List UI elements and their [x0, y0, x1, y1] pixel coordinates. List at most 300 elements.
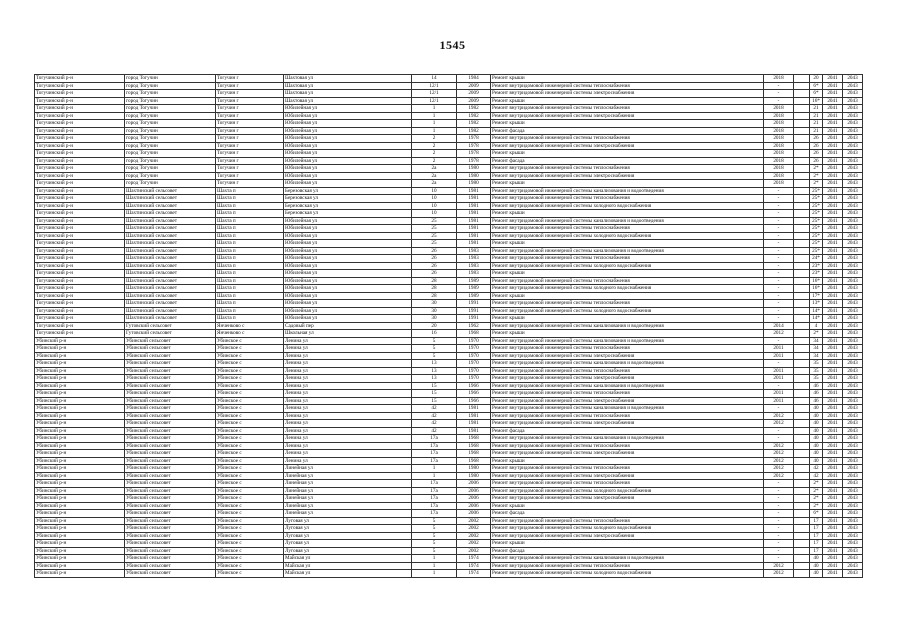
- period-end-cell: 2043: [843, 112, 863, 120]
- district-cell: Тогучинский р-н: [35, 262, 125, 270]
- street-cell: Шахтовая ул: [284, 75, 412, 83]
- work-plan-table: [34, 74, 863, 578]
- table-row: [35, 322, 863, 330]
- work-type-cell: Ремонт внутридомовой инженерной системы электроснабжения: [491, 450, 764, 458]
- period-end-cell: 2043: [843, 315, 863, 323]
- house-number-cell: 1: [412, 562, 457, 570]
- municipality-cell: город Тогучин: [125, 120, 216, 128]
- district-cell: Убинский р-н: [35, 472, 125, 480]
- year-built-cell: 1980: [457, 472, 491, 480]
- table-row: [35, 135, 863, 143]
- municipality-cell: город Тогучин: [125, 180, 216, 188]
- work-type-cell: Ремонт внутридомовой инженерной системы холодного водоснабжения: [491, 570, 764, 578]
- period-end-cell: 2043: [843, 307, 863, 315]
- year-built-cell: 1981: [457, 195, 491, 203]
- work-type-cell: Ремонт внутридомовой инженерной системы канализования и водоотведения: [491, 217, 764, 225]
- period-end-cell: 2043: [843, 120, 863, 128]
- period-start-cell: 2041: [823, 555, 843, 563]
- settlement-cell: Убинское с: [216, 472, 284, 480]
- wear-percent-cell: 26: [810, 142, 823, 150]
- period-end-cell: 2043: [843, 292, 863, 300]
- spacer-cell: [794, 202, 810, 210]
- municipality-cell: город Тогучин: [125, 97, 216, 105]
- period-start-cell: 2041: [823, 525, 843, 533]
- street-cell: Березовская ул: [284, 202, 412, 210]
- period-start-cell: 2041: [823, 180, 843, 188]
- spacer-cell: [794, 352, 810, 360]
- settlement-cell: Шахта п: [216, 225, 284, 233]
- street-cell: Ленина ул: [284, 405, 412, 413]
- street-cell: Луговая ул: [284, 517, 412, 525]
- last-repair-year-cell: 2011: [764, 375, 794, 383]
- street-cell: Юбилейная ул: [284, 142, 412, 150]
- last-repair-year-cell: 2018: [764, 150, 794, 158]
- wear-percent-cell: 2*: [810, 487, 823, 495]
- settlement-cell: Убинское с: [216, 562, 284, 570]
- municipality-cell: Убинский сельсовет: [125, 465, 216, 473]
- spacer-cell: [794, 525, 810, 533]
- table-row: [35, 532, 863, 540]
- work-type-cell: Ремонт крыши: [491, 120, 764, 128]
- period-end-cell: 2043: [843, 255, 863, 263]
- period-start-cell: 2041: [823, 262, 843, 270]
- district-cell: Тогучинский р-н: [35, 127, 125, 135]
- spacer-cell: [794, 292, 810, 300]
- table-row: [35, 315, 863, 323]
- year-built-cell: 1974: [457, 555, 491, 563]
- municipality-cell: Убинский сельсовет: [125, 435, 216, 443]
- table-row: [35, 405, 863, 413]
- spacer-cell: [794, 165, 810, 173]
- work-type-cell: Ремонт внутридомовой инженерной системы теплоснабжения: [491, 105, 764, 113]
- table-row: [35, 435, 863, 443]
- table-body: [35, 75, 863, 578]
- work-type-cell: Ремонт внутридомовой инженерной системы электроснабжения: [491, 532, 764, 540]
- settlement-cell: Шахта п: [216, 315, 284, 323]
- house-number-cell: 25: [412, 240, 457, 248]
- municipality-cell: Убинский сельсовет: [125, 390, 216, 398]
- settlement-cell: Убинское с: [216, 517, 284, 525]
- work-type-cell: Ремонт крыши: [491, 75, 764, 83]
- house-number-cell: 42: [412, 405, 457, 413]
- year-built-cell: 1983: [457, 247, 491, 255]
- settlement-cell: Шахта п: [216, 270, 284, 278]
- period-start-cell: 2041: [823, 472, 843, 480]
- settlement-cell: Шахта п: [216, 247, 284, 255]
- street-cell: Линейная ул: [284, 472, 412, 480]
- settlement-cell: Тогучин г: [216, 135, 284, 143]
- street-cell: Юбилейная ул: [284, 270, 412, 278]
- period-end-cell: 2043: [843, 135, 863, 143]
- work-type-cell: Ремонт внутридомовой инженерной системы теплоснабжения: [491, 300, 764, 308]
- house-number-cell: 10: [412, 187, 457, 195]
- period-end-cell: 2043: [843, 495, 863, 503]
- municipality-cell: Убинский сельсовет: [125, 352, 216, 360]
- spacer-cell: [794, 345, 810, 353]
- table-row: [35, 285, 863, 293]
- work-type-cell: Ремонт внутридомовой инженерной системы электроснабжения: [491, 420, 764, 428]
- district-cell: Убинский р-н: [35, 510, 125, 518]
- work-type-cell: Ремонт внутридомовой инженерной системы теплоснабжения: [491, 480, 764, 488]
- wear-percent-cell: 2*: [810, 502, 823, 510]
- year-built-cell: 1966: [457, 390, 491, 398]
- municipality-cell: Убинский сельсовет: [125, 570, 216, 578]
- table-row: [35, 82, 863, 90]
- municipality-cell: Убинский сельсовет: [125, 510, 216, 518]
- work-type-cell: Ремонт внутридомовой инженерной системы электроснабжения: [491, 397, 764, 405]
- work-type-cell: Ремонт внутридомовой инженерной системы канализования и водоотведения: [491, 360, 764, 368]
- settlement-cell: Убинское с: [216, 532, 284, 540]
- street-cell: Березовская ул: [284, 195, 412, 203]
- settlement-cell: Шахта п: [216, 195, 284, 203]
- district-cell: Тогучинский р-н: [35, 180, 125, 188]
- table-row: [35, 495, 863, 503]
- work-type-cell: Ремонт внутридомовой инженерной системы теплоснабжения: [491, 412, 764, 420]
- house-number-cell: 2: [412, 142, 457, 150]
- wear-percent-cell: 25*: [810, 202, 823, 210]
- house-number-cell: 2а: [412, 180, 457, 188]
- work-type-cell: Ремонт внутридомовой инженерной системы холодного водоснабжения: [491, 202, 764, 210]
- year-built-cell: 1982: [457, 127, 491, 135]
- district-cell: Убинский р-н: [35, 367, 125, 375]
- settlement-cell: Шахта п: [216, 232, 284, 240]
- table-row: [35, 345, 863, 353]
- settlement-cell: Убинское с: [216, 570, 284, 578]
- table-row: [35, 142, 863, 150]
- settlement-cell: Тогучин г: [216, 127, 284, 135]
- municipality-cell: Шахтинский сельсовет: [125, 270, 216, 278]
- period-end-cell: 2043: [843, 270, 863, 278]
- spacer-cell: [794, 217, 810, 225]
- street-cell: Юбилейная ул: [284, 277, 412, 285]
- table-row: [35, 210, 863, 218]
- district-cell: Тогучинский р-н: [35, 315, 125, 323]
- house-number-cell: 1: [412, 112, 457, 120]
- wear-percent-cell: 46: [810, 390, 823, 398]
- municipality-cell: Шахтинский сельсовет: [125, 187, 216, 195]
- house-number-cell: 12/1: [412, 97, 457, 105]
- district-cell: Убинский р-н: [35, 337, 125, 345]
- settlement-cell: Убинское с: [216, 435, 284, 443]
- house-number-cell: 26: [412, 262, 457, 270]
- house-number-cell: 26: [412, 255, 457, 263]
- year-built-cell: 1991: [457, 307, 491, 315]
- year-built-cell: 2009: [457, 90, 491, 98]
- period-end-cell: 2043: [843, 262, 863, 270]
- street-cell: Ленина ул: [284, 397, 412, 405]
- municipality-cell: город Тогучин: [125, 75, 216, 83]
- year-built-cell: 1968: [457, 457, 491, 465]
- period-start-cell: 2041: [823, 165, 843, 173]
- district-cell: Убинский р-н: [35, 525, 125, 533]
- settlement-cell: Убинское с: [216, 382, 284, 390]
- table-row: [35, 195, 863, 203]
- period-end-cell: 2043: [843, 480, 863, 488]
- work-type-cell: Ремонт крыши: [491, 457, 764, 465]
- year-built-cell: 1970: [457, 375, 491, 383]
- district-cell: Убинский р-н: [35, 517, 125, 525]
- period-start-cell: 2041: [823, 225, 843, 233]
- street-cell: Юбилейная ул: [284, 157, 412, 165]
- wear-percent-cell: 2*: [810, 165, 823, 173]
- house-number-cell: 5: [412, 540, 457, 548]
- wear-percent-cell: 25*: [810, 210, 823, 218]
- district-cell: Убинский р-н: [35, 390, 125, 398]
- year-built-cell: 1980: [457, 165, 491, 173]
- period-start-cell: 2041: [823, 150, 843, 158]
- last-repair-year-cell: -: [764, 547, 794, 555]
- year-built-cell: 1981: [457, 240, 491, 248]
- period-start-cell: 2041: [823, 270, 843, 278]
- period-end-cell: 2043: [843, 150, 863, 158]
- house-number-cell: 30: [412, 300, 457, 308]
- municipality-cell: город Тогучин: [125, 90, 216, 98]
- period-start-cell: 2041: [823, 345, 843, 353]
- spacer-cell: [794, 562, 810, 570]
- period-start-cell: 2041: [823, 300, 843, 308]
- wear-percent-cell: 17: [810, 547, 823, 555]
- work-type-cell: Ремонт внутридомовой инженерной системы теплоснабжения: [491, 195, 764, 203]
- period-start-cell: 2041: [823, 465, 843, 473]
- period-end-cell: 2043: [843, 172, 863, 180]
- work-type-cell: Ремонт крыши: [491, 315, 764, 323]
- district-cell: Убинский р-н: [35, 412, 125, 420]
- table-row: [35, 540, 863, 548]
- work-type-cell: Ремонт внутридомовой инженерной системы холодного водоснабжения: [491, 285, 764, 293]
- period-end-cell: 2043: [843, 540, 863, 548]
- wear-percent-cell: 6*: [810, 82, 823, 90]
- period-start-cell: 2041: [823, 187, 843, 195]
- last-repair-year-cell: -: [764, 262, 794, 270]
- street-cell: Юбилейная ул: [284, 300, 412, 308]
- house-number-cell: 26: [412, 247, 457, 255]
- table-row: [35, 112, 863, 120]
- street-cell: Ленина ул: [284, 390, 412, 398]
- district-cell: Убинский р-н: [35, 360, 125, 368]
- year-built-cell: 2006: [457, 495, 491, 503]
- house-number-cell: 1: [412, 570, 457, 578]
- last-repair-year-cell: -: [764, 187, 794, 195]
- last-repair-year-cell: -: [764, 255, 794, 263]
- wear-percent-cell: 25*: [810, 187, 823, 195]
- wear-percent-cell: 26: [810, 157, 823, 165]
- house-number-cell: 17а: [412, 502, 457, 510]
- year-built-cell: 2006: [457, 502, 491, 510]
- district-cell: Тогучинский р-н: [35, 217, 125, 225]
- last-repair-year-cell: -: [764, 195, 794, 203]
- year-built-cell: 1978: [457, 157, 491, 165]
- period-end-cell: 2043: [843, 90, 863, 98]
- table-row: [35, 502, 863, 510]
- year-built-cell: 1982: [457, 105, 491, 113]
- period-start-cell: 2041: [823, 82, 843, 90]
- spacer-cell: [794, 420, 810, 428]
- last-repair-year-cell: 2012: [764, 420, 794, 428]
- street-cell: Ленина ул: [284, 427, 412, 435]
- municipality-cell: город Тогучин: [125, 172, 216, 180]
- settlement-cell: Тогучин г: [216, 142, 284, 150]
- house-number-cell: 28: [412, 285, 457, 293]
- work-type-cell: Ремонт внутридомовой инженерной системы электроснабжения: [491, 472, 764, 480]
- work-type-cell: Ремонт фасада: [491, 427, 764, 435]
- period-end-cell: 2043: [843, 427, 863, 435]
- municipality-cell: город Тогучин: [125, 135, 216, 143]
- district-cell: Убинский р-н: [35, 532, 125, 540]
- last-repair-year-cell: -: [764, 90, 794, 98]
- work-type-cell: Ремонт крыши: [491, 292, 764, 300]
- work-type-cell: Ремонт фасада: [491, 157, 764, 165]
- spacer-cell: [794, 277, 810, 285]
- last-repair-year-cell: -: [764, 277, 794, 285]
- district-cell: Тогучинский р-н: [35, 90, 125, 98]
- wear-percent-cell: 35: [810, 360, 823, 368]
- table-row: [35, 547, 863, 555]
- district-cell: Тогучинский р-н: [35, 165, 125, 173]
- work-type-cell: Ремонт внутридомовой инженерной системы электроснабжения: [491, 352, 764, 360]
- last-repair-year-cell: 2018: [764, 172, 794, 180]
- house-number-cell: 5: [412, 547, 457, 555]
- table-row: [35, 262, 863, 270]
- settlement-cell: Убинское с: [216, 450, 284, 458]
- period-end-cell: 2043: [843, 450, 863, 458]
- page-number: 1545: [439, 38, 466, 52]
- wear-percent-cell: 2*: [810, 180, 823, 188]
- table-row: [35, 165, 863, 173]
- settlement-cell: Убинское с: [216, 420, 284, 428]
- spacer-cell: [794, 532, 810, 540]
- municipality-cell: Убинский сельсовет: [125, 450, 216, 458]
- house-number-cell: 1: [412, 465, 457, 473]
- wear-percent-cell: 40: [810, 555, 823, 563]
- municipality-cell: Шахтинский сельсовет: [125, 225, 216, 233]
- last-repair-year-cell: -: [764, 315, 794, 323]
- house-number-cell: 5: [412, 525, 457, 533]
- house-number-cell: 17а: [412, 457, 457, 465]
- table-row: [35, 307, 863, 315]
- period-end-cell: 2043: [843, 180, 863, 188]
- period-end-cell: 2043: [843, 82, 863, 90]
- street-cell: Юбилейная ул: [284, 150, 412, 158]
- street-cell: Ленина ул: [284, 337, 412, 345]
- spacer-cell: [794, 555, 810, 563]
- street-cell: Школьная ул: [284, 330, 412, 338]
- district-cell: Убинский р-н: [35, 375, 125, 383]
- last-repair-year-cell: 2012: [764, 442, 794, 450]
- municipality-cell: Убинский сельсовет: [125, 562, 216, 570]
- table-row: [35, 480, 863, 488]
- settlement-cell: Убинское с: [216, 510, 284, 518]
- settlement-cell: Шахта п: [216, 187, 284, 195]
- wear-percent-cell: 21: [810, 127, 823, 135]
- house-number-cell: 25: [412, 217, 457, 225]
- year-built-cell: 1980: [457, 172, 491, 180]
- settlement-cell: Убинское с: [216, 525, 284, 533]
- work-type-cell: Ремонт внутридомовой инженерной системы канализования и водоотведения: [491, 187, 764, 195]
- wear-percent-cell: 40: [810, 457, 823, 465]
- table-row: [35, 450, 863, 458]
- settlement-cell: Тогучин г: [216, 120, 284, 128]
- municipality-cell: Убинский сельсовет: [125, 540, 216, 548]
- municipality-cell: Убинский сельсовет: [125, 360, 216, 368]
- year-built-cell: 1981: [457, 427, 491, 435]
- spacer-cell: [794, 457, 810, 465]
- last-repair-year-cell: 2012: [764, 570, 794, 578]
- year-built-cell: 2002: [457, 540, 491, 548]
- house-number-cell: 17а: [412, 435, 457, 443]
- year-built-cell: 1984: [457, 75, 491, 83]
- work-type-cell: Ремонт внутридомовой инженерной системы теплоснабжения: [491, 165, 764, 173]
- settlement-cell: Убинское с: [216, 480, 284, 488]
- district-cell: Тогучинский р-н: [35, 285, 125, 293]
- spacer-cell: [794, 90, 810, 98]
- spacer-cell: [794, 367, 810, 375]
- spacer-cell: [794, 150, 810, 158]
- district-cell: Убинский р-н: [35, 420, 125, 428]
- street-cell: Линейная ул: [284, 480, 412, 488]
- house-number-cell: 15: [412, 397, 457, 405]
- municipality-cell: Гутовский сельсовет: [125, 330, 216, 338]
- house-number-cell: 2: [412, 150, 457, 158]
- wear-percent-cell: 17: [810, 517, 823, 525]
- district-cell: Убинский р-н: [35, 480, 125, 488]
- period-start-cell: 2041: [823, 277, 843, 285]
- last-repair-year-cell: -: [764, 405, 794, 413]
- work-type-cell: Ремонт внутридомовой инженерной системы канализования и водоотведения: [491, 337, 764, 345]
- house-number-cell: 2: [412, 157, 457, 165]
- work-type-cell: Ремонт внутридомовой инженерной системы холодного водоснабжения: [491, 232, 764, 240]
- period-end-cell: 2043: [843, 517, 863, 525]
- wear-percent-cell: 26: [810, 150, 823, 158]
- year-built-cell: 1981: [457, 420, 491, 428]
- wear-percent-cell: 6*: [810, 90, 823, 98]
- spacer-cell: [794, 435, 810, 443]
- district-cell: Тогучинский р-н: [35, 247, 125, 255]
- municipality-cell: Убинский сельсовет: [125, 495, 216, 503]
- house-number-cell: 20: [412, 322, 457, 330]
- district-cell: Убинский р-н: [35, 495, 125, 503]
- street-cell: Шахтовая ул: [284, 82, 412, 90]
- year-built-cell: 1978: [457, 135, 491, 143]
- period-start-cell: 2041: [823, 127, 843, 135]
- table-row: [35, 457, 863, 465]
- district-cell: Тогучинский р-н: [35, 255, 125, 263]
- period-end-cell: 2043: [843, 127, 863, 135]
- district-cell: Убинский р-н: [35, 352, 125, 360]
- street-cell: Юбилейная ул: [284, 315, 412, 323]
- table-row: [35, 397, 863, 405]
- spacer-cell: [794, 465, 810, 473]
- period-start-cell: 2041: [823, 405, 843, 413]
- house-number-cell: 17а: [412, 495, 457, 503]
- municipality-cell: Шахтинский сельсовет: [125, 217, 216, 225]
- spacer-cell: [794, 232, 810, 240]
- period-start-cell: 2041: [823, 397, 843, 405]
- period-start-cell: 2041: [823, 427, 843, 435]
- street-cell: Юбилейная ул: [284, 225, 412, 233]
- district-cell: Тогучинский р-н: [35, 142, 125, 150]
- district-cell: Убинский р-н: [35, 345, 125, 353]
- year-built-cell: 1968: [457, 330, 491, 338]
- work-type-cell: Ремонт внутридомовой инженерной системы теплоснабжения: [491, 517, 764, 525]
- wear-percent-cell: 34: [810, 345, 823, 353]
- street-cell: Юбилейная ул: [284, 172, 412, 180]
- wear-percent-cell: 25*: [810, 195, 823, 203]
- period-end-cell: 2043: [843, 285, 863, 293]
- year-built-cell: 1983: [457, 255, 491, 263]
- settlement-cell: Шахта п: [216, 240, 284, 248]
- table-row: [35, 75, 863, 83]
- settlement-cell: Убинское с: [216, 495, 284, 503]
